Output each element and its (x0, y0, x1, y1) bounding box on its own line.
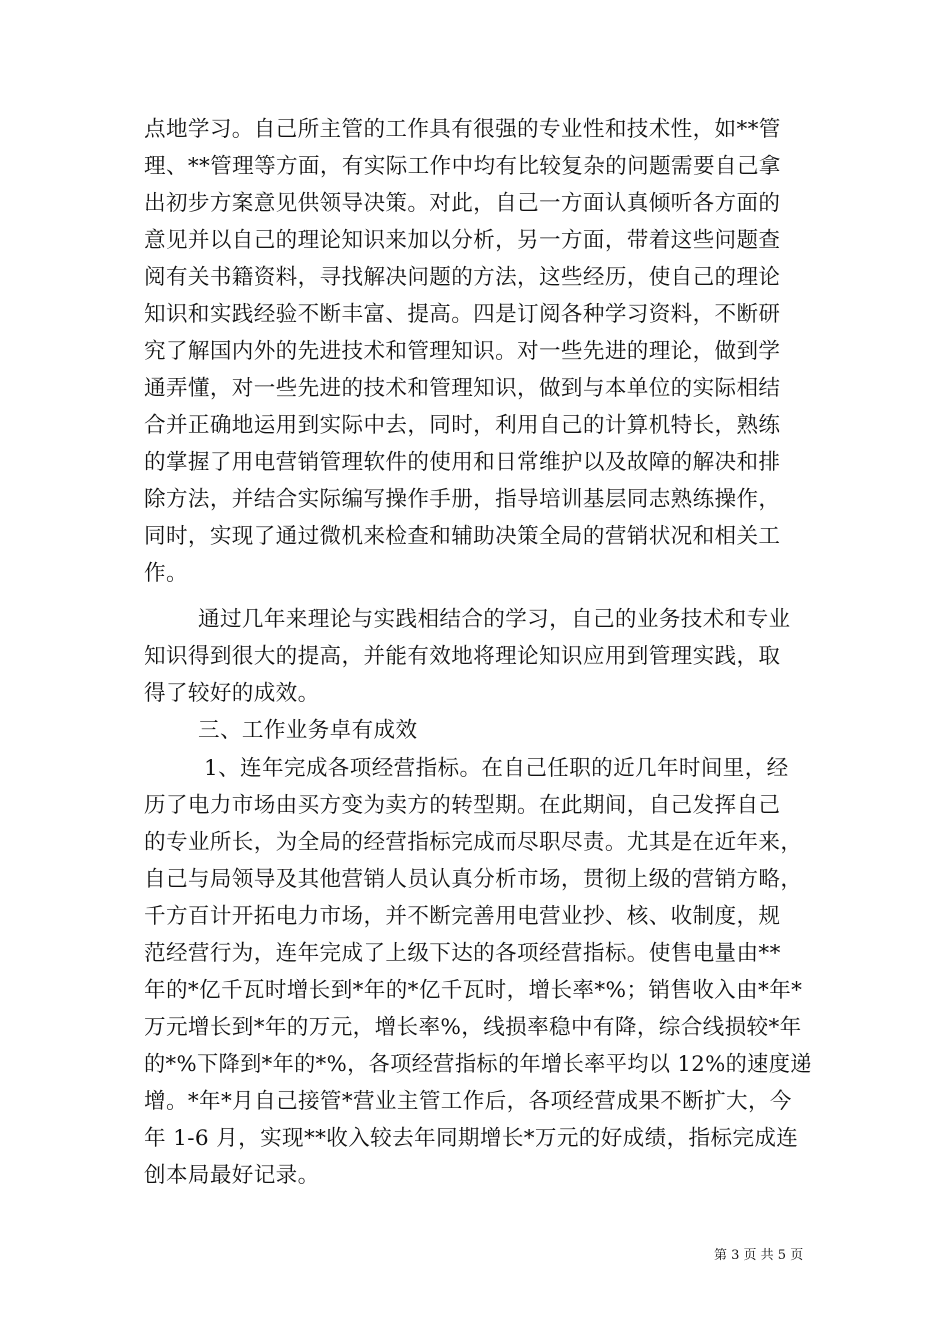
text-line: 阅有关书籍资料，寻找解决问题的方法，这些经历，使自己的理论 (144, 265, 781, 290)
text-line: 年的*亿千瓦时增长到*年的*亿千瓦时，增长率*%；销售收入由*年* (144, 978, 803, 1003)
text-line: 知识和实践经验不断丰富、提高。四是订阅各种学习资料，不断研 (144, 302, 781, 327)
section-heading: 三、工作业务卓有成效 (198, 718, 418, 743)
text-line: 出初步方案意见供领导决策。对此，自己一方面认真倾听各方面的 (144, 191, 781, 216)
text-line: 同时，实现了通过微机来检查和辅助决策全局的营销状况和相关工 (144, 524, 781, 549)
text-line: 年 1-6 月，实现**收入较去年同期增长*万元的好成绩，指标完成连 (144, 1126, 799, 1151)
text-line: 的专业所长，为全局的经营指标完成而尽职尽责。尤其是在近年来， (144, 830, 803, 855)
text-line: 自己与局领导及其他营销人员认真分析市场，贯彻上级的营销方略， (144, 867, 803, 892)
text-line: 点地学习。自己所主管的工作具有很强的专业性和技术性，如**管 (144, 117, 781, 142)
text-line: 意见并以自己的理论知识来加以分析，另一方面，带着这些问题查 (144, 228, 781, 253)
paragraph-first-line: 通过几年来理论与实践相结合的学习，自己的业务技术和专业 (198, 607, 791, 632)
text-line: 得了较好的成效。 (144, 681, 320, 706)
text-line: 理、**管理等方面，有实际工作中均有比较复杂的问题需要自己拿 (144, 154, 781, 179)
text-line: 作。 (144, 561, 188, 586)
page-number-footer: 第 3 页 共 5 页 (714, 1248, 804, 1263)
text-line: 除方法，并结合实际编写操作手册，指导培训基层同志熟练操作， (144, 487, 781, 512)
text-line: 究了解国内外的先进技术和管理知识。对一些先进的理论，做到学 (144, 339, 781, 364)
text-line: 创本局最好记录。 (144, 1163, 320, 1188)
text-line: 范经营行为，连年完成了上级下达的各项经营指标。使售电量由** (144, 941, 781, 966)
paragraph-first-line: 1、连年完成各项经营指标。在自己任职的近几年时间里，经 (204, 756, 789, 781)
text-line: 的掌握了用电营销管理软件的使用和日常维护以及故障的解决和排 (144, 450, 781, 475)
text-line: 历了电力市场由买方变为卖方的转型期。在此期间，自己发挥自己 (144, 793, 781, 818)
text-line: 合并正确地运用到实际中去，同时，利用自己的计算机特长，熟练 (144, 413, 781, 438)
text-line: 的*%下降到*年的*%，各项经营指标的年增长率平均以 12%的速度递 (144, 1052, 812, 1077)
text-line: 通弄懂，对一些先进的技术和管理知识，做到与本单位的实际相结 (144, 376, 781, 401)
text-line: 万元增长到*年的万元，增长率%，线损率稳中有降，综合线损较*年 (144, 1015, 802, 1040)
text-line: 知识得到很大的提高，并能有效地将理论知识应用到管理实践，取 (144, 644, 781, 669)
text-line: 千方百计开拓电力市场，并不断完善用电营业抄、核、收制度，规 (144, 904, 781, 929)
text-line: 增。*年*月自己接管*营业主管工作后，各项经营成果不断扩大，今 (144, 1089, 792, 1114)
